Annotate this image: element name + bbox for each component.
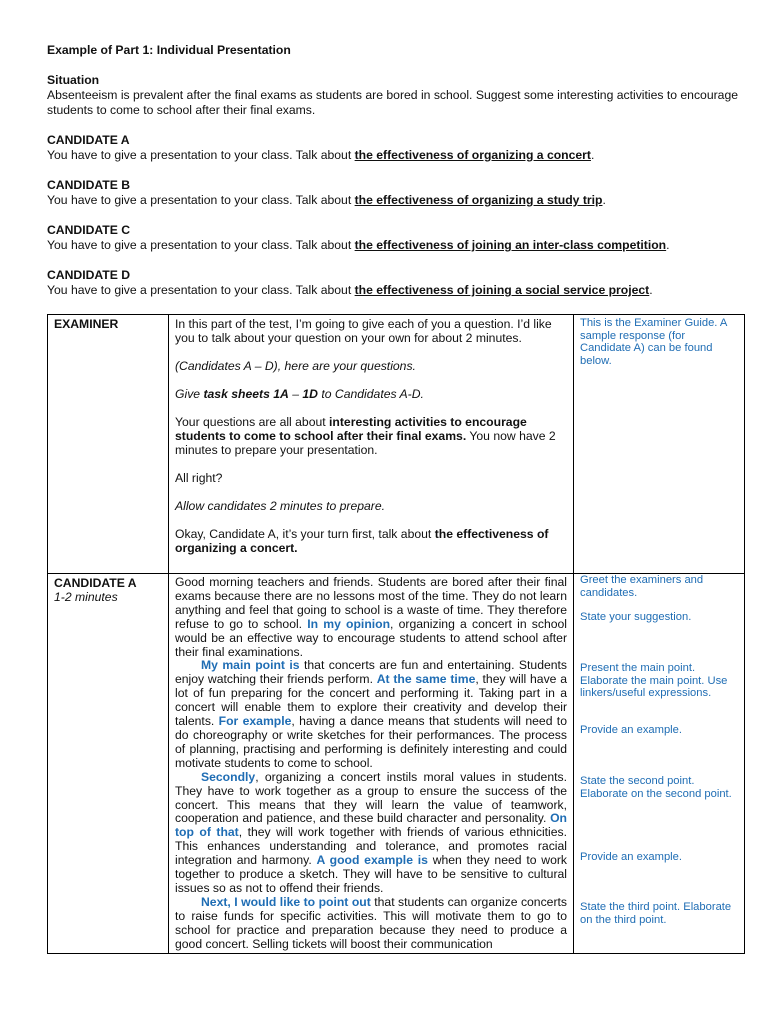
task-suffix: . <box>590 148 595 162</box>
s2f: , having a dance means that students will need to do choreography or write sketches for their performances. The process of planning, practising and performing is definitely interesting and could motivate students to come to school. <box>175 714 567 770</box>
s1c: , organizing a concert in school would be an effective way to encourage students to attend school after their final examinations. <box>175 616 567 659</box>
guide-example-2: Provide an example. <box>580 851 682 863</box>
situation-heading: Situation <box>47 73 100 87</box>
guide-suggestion: State your suggestion. <box>580 611 692 623</box>
candidate-a-response-cell <box>169 574 574 954</box>
task-suffix: . <box>602 193 606 207</box>
examiner-p4 <box>175 415 567 457</box>
response-p4 <box>175 896 567 952</box>
candidate-b-heading: CANDIDATE B <box>47 178 131 192</box>
guide-greet: Greet the examiners and candidates. <box>580 574 704 599</box>
examiner-guide-note: This is the Examiner Guide. A sample response (for Candidate A) can be found below. <box>580 317 727 367</box>
task-prefix: You have to give a presentation to your class. Talk about <box>47 193 355 207</box>
task-prefix: You have to give a presentation to your class. Talk about <box>47 238 355 252</box>
response-p1 <box>175 576 567 659</box>
document-header <box>47 43 747 298</box>
candidate-a-row <box>48 574 745 954</box>
candidate-a-guide-cell <box>574 574 745 954</box>
candidate-a-heading: CANDIDATE A <box>47 133 130 147</box>
examiner-p5: All right? <box>175 471 223 485</box>
guide-example-1: Provide an example. <box>580 724 682 736</box>
p7b: the effectiveness of organizing a concert. <box>175 527 549 555</box>
examiner-p6 <box>175 499 567 513</box>
examiner-guide-table <box>47 314 745 954</box>
p4c: You now have 2 minutes to prepare your presentation. <box>175 429 556 457</box>
examiner-p2-text: (Candidates A – D), here are your questions. <box>175 359 416 373</box>
situation-text: Absenteeism is prevalent after the final exams as students are bored in school. Suggest some interesting activities to encourage students to come to school after their final exams. <box>47 88 739 117</box>
linker-main-point: My main point is <box>201 658 300 673</box>
examiner-script-cell <box>169 315 574 574</box>
candidate-d-heading: CANDIDATE D <box>47 268 131 282</box>
guide-second-point: State the second point. Elaborate on the second point. <box>580 775 732 800</box>
examiner-p6-text: Allow candidates 2 minutes to prepare. <box>175 499 386 513</box>
candidate-c-heading: CANDIDATE C <box>47 223 131 237</box>
p3d: 1D <box>302 387 318 401</box>
s2b: that concerts are fun and entertaining. Students enjoy watching their friends perform. <box>175 658 568 687</box>
examiner-row <box>48 315 745 574</box>
task-prefix: You have to give a presentation to your class. Talk about <box>47 148 355 162</box>
s4b: that students can organize concerts to raise funds for specific activities. This will motivate them to go to school for practice and preparation because they need to produce a good concert. Selling tickets will boost their communication <box>175 894 567 951</box>
task-topic: the effectiveness of joining an inter-class competition <box>354 238 667 252</box>
s3d: , they will work together with friends of various ethnicities. This enhances understanding and tolerance, and promotes racial integration and harmony. <box>175 825 567 868</box>
p4b: interesting activities to encourage students to come to school after their final exams. <box>175 415 527 443</box>
linker-for-example: For example <box>218 714 292 729</box>
examiner-label: EXAMINER <box>54 317 119 331</box>
time-text: 1-2 minutes <box>54 590 118 604</box>
task-suffix: . <box>666 238 670 252</box>
linker-on-top: On top of that <box>175 811 567 840</box>
examiner-p7 <box>175 527 567 555</box>
examiner-label-cell <box>48 315 169 574</box>
candidate-a-label-cell <box>48 574 169 954</box>
s1a: Good morning teachers and friends. Students are bored after their final exams because there are no lessons most of the time. They do not learn anything and feel that going to school is a waste of time. They therefore refuse to go to school. <box>175 575 567 631</box>
p3a: Give <box>175 387 204 401</box>
s2d: , they will have a lot of fun preparing for the concert and performing it. Taking part in a concert will enable them to explore their creativity and develop their talents. <box>175 672 567 729</box>
task-topic: the effectiveness of organizing a study trip <box>354 193 603 207</box>
linker-good-example: A good example is <box>316 853 428 868</box>
candidate-d-task <box>47 283 747 298</box>
response-p2 <box>175 659 567 770</box>
examiner-p3 <box>175 387 567 401</box>
p4a: Your questions are all about <box>175 415 330 429</box>
task-topic: the effectiveness of joining a social service project <box>354 283 650 297</box>
examiner-guide-cell <box>574 315 745 574</box>
candidate-a-time <box>54 590 162 604</box>
document-title: Example of Part 1: Individual Presentation <box>47 43 291 57</box>
examiner-p1: In this part of the test, I’m going to give each of you a question. I’d like you to talk about your question on your own for about 2 minutes. <box>175 317 552 345</box>
linker-next: Next, I would like to point out <box>201 894 371 909</box>
p3b: task sheets 1A <box>203 387 289 401</box>
examiner-p2 <box>175 359 567 373</box>
task-prefix: You have to give a presentation to your class. Talk about <box>47 283 355 297</box>
p3c: – <box>288 387 303 401</box>
linker-in-my-opinion: In my opinion <box>307 616 391 631</box>
p3e: to Candidates A-D. <box>317 387 424 401</box>
p7a: Okay, Candidate A, it’s your turn first, talk about <box>175 527 435 541</box>
task-topic: the effectiveness of organizing a concert <box>354 148 591 162</box>
candidate-a-task <box>47 148 747 163</box>
task-suffix: . <box>649 283 653 297</box>
candidate-a-label: CANDIDATE A <box>54 576 137 590</box>
response-p3 <box>175 771 567 896</box>
s3b: , organizing a concert instils moral values in students. They have to work together as a group to ensure the success of the concert. This means that they will learn the value of teamwork, cooperation and patience, and these build character and personality. <box>175 769 567 826</box>
guide-third-point: State the third point. Elaborate on the third point. <box>580 901 732 926</box>
guide-main-point: Present the main point. Elaborate the main point. Use linkers/useful expressions. <box>580 662 728 699</box>
candidate-b-task <box>47 193 747 208</box>
candidate-c-task <box>47 238 747 253</box>
linker-same-time: At the same time <box>376 672 476 687</box>
s3f: when they need to work together to produce a sketch. They will have to be sensitive to cultural issues so as not to offend their friends. <box>175 853 567 895</box>
linker-secondly: Secondly <box>201 769 256 784</box>
